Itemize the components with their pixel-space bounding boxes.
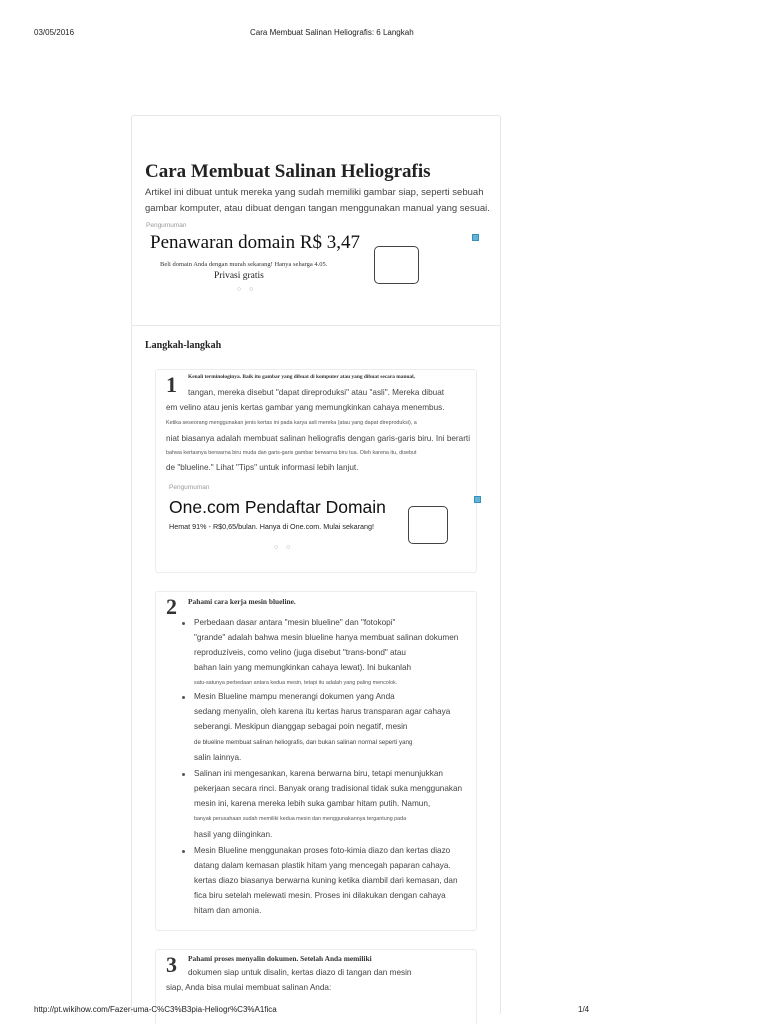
bullet-point — [182, 773, 185, 776]
step-2-line: sedang menyalin, oleh karena itu kertas harus transparan agar cahaya — [194, 707, 451, 716]
step-2-line: "grande" adalah bahwa mesin blueline hanya membuat salinan dokumen — [194, 633, 459, 642]
step-2-line: satu-satunya perbedaan antara kedua mesin, tetapi itu adalah yang paling mencolok. — [194, 680, 398, 686]
article-title: Cara Membuat Salinan Heliografis — [145, 161, 431, 182]
step-1-line: em velino atau jenis kertas gambar yang memungkinkan cahaya menembus. — [166, 403, 445, 412]
article-intro: Artikel ini dibuat untuk mereka yang sudah memiliki gambar siap, seperti sebuah gambar komputer, atau dibuat dengan tangan menggunakan manual yang sesuai. — [145, 187, 490, 214]
step-2-line: fica biru setelah melewati mesin. Proses ini dilakukan dengan cahaya — [194, 891, 446, 900]
bullet-point — [182, 622, 185, 625]
ad-label: Pengumuman — [146, 222, 187, 229]
ad-title[interactable]: Penawaran domain R$ 3,47 — [150, 232, 361, 253]
step-2-line: seberangi. Meskipun dianggap sebagai poin negatif, mesin — [194, 722, 408, 731]
ad-button[interactable] — [374, 246, 419, 284]
step-1-line: tangan, mereka disebut "dapat direproduksi" atau "asli". Mereka dibuat — [188, 388, 445, 397]
steps-card — [131, 325, 501, 1015]
step-2-line: hasil yang diinginkan. — [194, 830, 273, 839]
step-2-line: kertas diazo biasanya berwarna kuning ketika diambil dari kemasan, dan — [194, 876, 458, 885]
bullet-point — [182, 850, 185, 853]
step-2-line: Perbedaan dasar antara "mesin blueline" dan "fotokopi" — [194, 618, 396, 627]
steps-heading: Langkah-langkah — [145, 340, 222, 351]
ad-label: Pengumuman — [169, 484, 210, 491]
step-1-line: bahwa kertasnya berwarna biru muda dan garis-garis gambar berwarna biru tua. Oleh karena itu, disebut — [166, 450, 417, 456]
step-1-line: niat biasanya adalah membuat salinan heliografis dengan garis-garis biru. Ini berarti — [166, 434, 471, 443]
step-2 — [155, 591, 477, 931]
step-1-heading: Kenali terminologinya. Baik itu gambar yang dibuat di komputer atau yang dibuat secara manual, — [188, 374, 415, 380]
step-3-line: siap, Anda bisa mulai membuat salinan Anda: — [166, 983, 332, 992]
adchoices-icon[interactable] — [472, 234, 479, 241]
print-date: 03/05/2016 — [34, 28, 75, 37]
step-2-line: pekerjaan secara rinci. Banyak orang tradisional tidak suka menggunakan — [194, 784, 463, 793]
bullet-point — [182, 696, 185, 699]
step-number: 3 — [166, 952, 177, 977]
step-3-line: dokumen siap untuk disalin, kertas diazo di tangan dan mesin — [188, 968, 412, 977]
step-2-line: bahan lain yang memungkinkan cahaya lewat). Ini bukanlah — [194, 663, 412, 672]
ad-carousel-dots[interactable]: ○ ○ — [237, 286, 257, 293]
ad-free-text: Privasi gratis — [214, 271, 264, 281]
adchoices-icon[interactable] — [474, 496, 481, 503]
step-2-line: datang dalam kemasan plastik hitam yang mencegah paparan cahaya. — [194, 861, 451, 870]
step-1 — [155, 369, 477, 573]
step-2-line: hitam dan amonia. — [194, 906, 262, 915]
step-2-line: reproduzíveis, como velino (juga disebut "trans-bond" atau — [194, 648, 406, 657]
step-number: 1 — [166, 372, 177, 397]
step-2-heading: Pahami cara kerja mesin blueline. — [188, 597, 296, 606]
step-3-heading: Pahami proses menyalin dokumen. Setelah Anda memiliki — [188, 954, 372, 963]
ad-title[interactable]: One.com Pendaftar Domain — [169, 497, 386, 517]
intro-card — [131, 115, 501, 327]
ad-button[interactable] — [408, 506, 448, 544]
print-page-number: 1/4 — [578, 1005, 590, 1014]
print-page-title: Cara Membuat Salinan Heliografis: 6 Langkah — [250, 28, 414, 37]
step-1-line: de "blueline." Lihat "Tips" untuk informasi lebih lanjut. — [166, 463, 359, 472]
step-number: 2 — [166, 594, 177, 619]
ad-subtitle: Beli domain Anda dengan murah sekarang! Hanya seharga 4.05. — [160, 261, 328, 268]
step-2-line: salin lainnya. — [194, 753, 242, 762]
step-2-line: banyak perusahaan sudah memiliki kedua mesin dan menggunakannya tergantung pada — [194, 816, 407, 822]
step-2-line: mesin ini, karena mereka lebih suka gambar hitam putih. Namun, — [194, 799, 431, 808]
step-1-line: Ketika seseorang menggunakan jenis kertas ini pada karya asli mereka (atau yang dapat direproduksi), a — [166, 420, 417, 426]
ad-carousel-dots[interactable]: ○ ○ — [274, 544, 294, 551]
step-2-line: Salinan ini mengesankan, karena berwarna biru, tetapi menunjukkan — [194, 769, 443, 778]
step-2-line: Mesin Blueline menggunakan proses foto-kimia diazo dan kertas diazo — [194, 846, 451, 855]
print-url[interactable]: http://pt.wikihow.com/Fazer-uma-C%C3%B3pia-Heliogr%C3%A1fica — [34, 1005, 277, 1014]
step-2-line: Mesin Blueline mampu menerangi dokumen yang Anda — [194, 692, 395, 701]
step-2-line: de blueline membuat salinan heliografis, dan bukan salinan normal seperti yang — [194, 739, 413, 746]
ad-subtitle: Hemat 91% - R$0,65/bulan. Hanya di One.com. Mulai sekarang! — [169, 522, 374, 531]
